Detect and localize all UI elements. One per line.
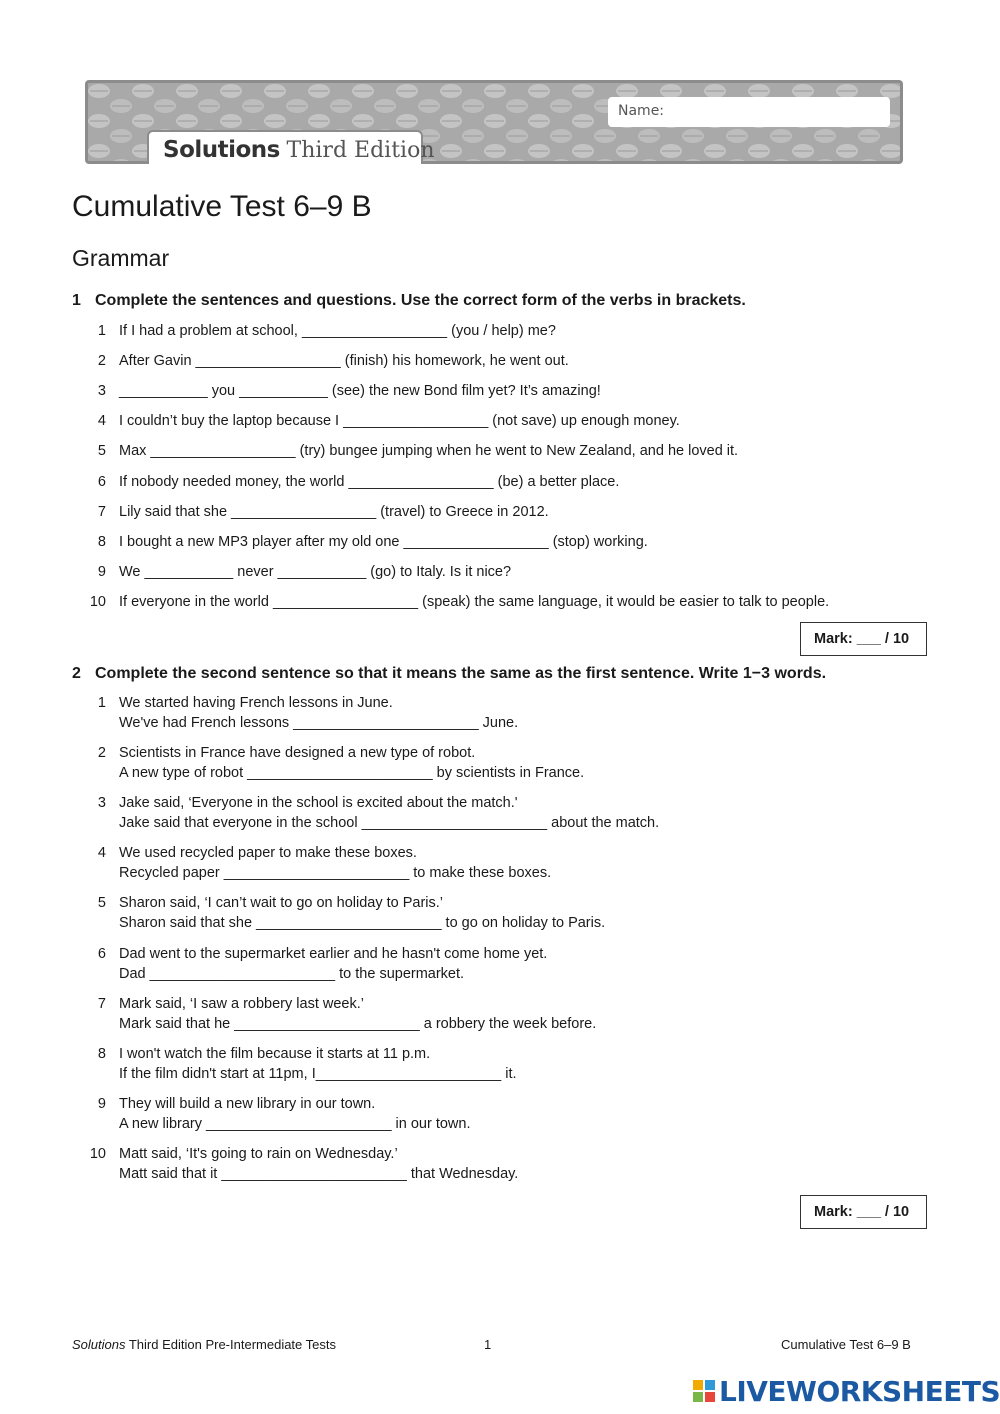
item-rewrite-sentence[interactable]: A new library _______________________ in our town. [119,1115,471,1132]
item-number: 4 [97,413,106,430]
item-number: 1 [97,323,106,339]
item-sentence[interactable]: ___________ you ___________ (see) the new Bond film yet? It’s amazing! [119,383,601,400]
item-number: 2 [97,745,106,762]
liveworksheets-logo[interactable] [693,1376,1000,1406]
task2-number: 2 [72,665,81,682]
item-original-sentence: Mark said, ‘I saw a robbery last week.’ [119,995,364,1012]
item-original-sentence: Scientists in France have designed a new type of robot. [119,745,476,762]
item-sentence[interactable]: If everyone in the world __________________ (speak) the same language, it would be easier to talk to people. [119,593,830,610]
item-rewrite-sentence[interactable]: Recycled paper _______________________ to make these boxes. [119,865,552,882]
item-original-sentence: We used recycled paper to make these boxes. [119,845,417,862]
item-number: 6 [97,473,106,490]
item-number: 9 [97,563,106,580]
logo-square-3 [693,1392,703,1402]
item-rewrite-sentence[interactable]: A new type of robot _______________________ by scientists in France. [119,765,585,782]
task1-mark-box: Mark: ___ / 10 [800,622,927,656]
page-title: Cumulative Test 6–9 B [72,190,372,223]
logo-square-4 [705,1392,715,1402]
footer-title-rest: Third Edition Pre-Intermediate Tests [125,1337,336,1352]
item-number: 7 [97,503,106,520]
task1-instruction [72,292,746,310]
brand-logo [147,130,435,164]
task2-text: Complete the second sentence so that it means the same as the first sentence. Write 1−3 words. [95,665,827,682]
item-sentence[interactable]: If nobody needed money, the world __________________ (be) a better place. [119,473,620,490]
item-number: 10 [89,593,106,610]
item-number: 1 [97,695,106,711]
item-number: 5 [97,443,106,460]
brand-rest: Third Edition [286,138,435,163]
item-rewrite-sentence[interactable]: Matt said that it _______________________ that Wednesday. [119,1165,519,1182]
item-original-sentence: Matt said, ‘It's going to rain on Wednesday.’ [119,1145,398,1162]
name-field[interactable]: Name: [608,97,890,127]
item-number: 10 [89,1145,106,1162]
item-rewrite-sentence[interactable]: We've had French lessons _______________________ June. [119,715,519,731]
item-rewrite-sentence[interactable]: If the film didn't start at 11pm, I_______________________ it. [119,1065,517,1082]
item-rewrite-sentence[interactable]: Sharon said that she _______________________ to go on holiday to Paris. [119,915,606,932]
item-number: 6 [97,945,106,962]
item-rewrite-sentence[interactable]: Mark said that he _______________________ a robbery the week before. [119,1015,597,1032]
footer-title-italic: Solutions [72,1337,126,1352]
footer-right: Cumulative Test 6–9 B [781,1337,911,1352]
task2-instruction [72,665,826,683]
item-sentence[interactable]: Max __________________ (try) bungee jumping when he went to New Zealand, and he loved it. [119,443,739,460]
task1-number: 1 [72,292,81,309]
item-number: 8 [97,1045,106,1062]
item-sentence[interactable]: We ___________ never ___________ (go) to Italy. Is it nice? [119,563,512,580]
item-number: 3 [97,383,106,400]
item-rewrite-sentence[interactable]: Dad _______________________ to the supermarket. [119,965,465,982]
brand-bold: Solutions [163,137,280,163]
section-heading: Grammar [72,245,170,271]
task2-mark-box: Mark: ___ / 10 [800,1195,927,1229]
item-original-sentence: They will build a new library in our town. [119,1095,376,1112]
item-original-sentence: Sharon said, ‘I can’t wait to go on holiday to Paris.’ [119,895,444,912]
item-sentence[interactable]: I bought a new MP3 player after my old one __________________ (stop) working. [119,533,648,550]
item-number: 8 [97,533,106,550]
item-original-sentence: Dad went to the supermarket earlier and he hasn't come home yet. [119,945,548,962]
item-sentence[interactable]: Lily said that she __________________ (travel) to Greece in 2012. [119,503,549,520]
task1-text: Complete the sentences and questions. Use the correct form of the verbs in brackets. [95,292,746,309]
item-number: 4 [97,845,106,862]
item-original-sentence: We started having French lessons in June. [119,695,393,711]
item-sentence[interactable]: If I had a problem at school, __________________ (you / help) me? [119,323,556,339]
item-sentence[interactable]: I couldn’t buy the laptop because I __________________ (not save) up enough money. [119,413,680,430]
logo-square-2 [705,1380,715,1390]
item-rewrite-sentence[interactable]: Jake said that everyone in the school _______________________ about the match. [119,815,660,832]
item-original-sentence: I won't watch the film because it starts at 11 p.m. [119,1045,431,1062]
item-number: 3 [97,795,106,812]
item-original-sentence: Jake said, ‘Everyone in the school is excited about the match.' [119,795,518,812]
item-number: 9 [97,1095,106,1112]
logo-square-1 [693,1380,703,1390]
item-number: 2 [97,353,106,370]
liveworksheets-text: LIVEWORKSHEETS [719,1374,1000,1408]
footer-left [72,1337,336,1352]
item-number: 5 [97,895,106,912]
item-number: 7 [97,995,106,1012]
item-sentence[interactable]: After Gavin __________________ (finish) his homework, he went out. [119,353,569,370]
liveworksheets-icon [693,1380,715,1402]
footer-page-number: 1 [484,1337,492,1352]
